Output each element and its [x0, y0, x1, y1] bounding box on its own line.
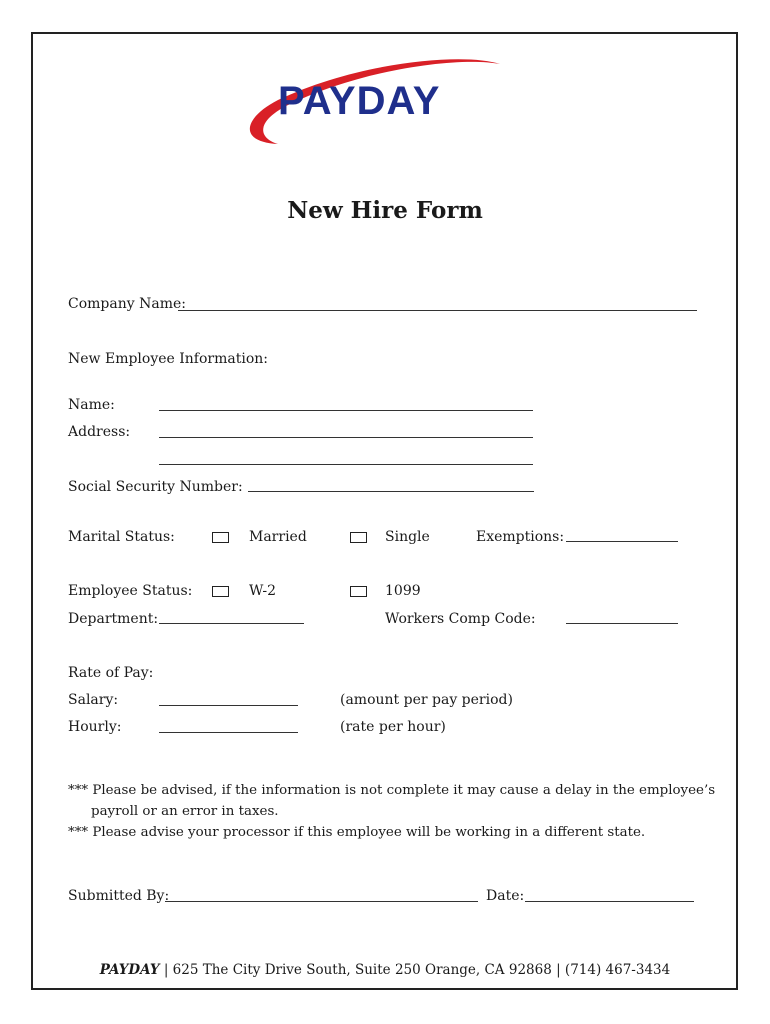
- notice-incomplete-info: *** Please be advised, if the information is not complete it may cause a delay in the employee’s: [68, 783, 716, 798]
- name-label: Name:: [68, 397, 115, 413]
- payday-logo: [238, 52, 508, 148]
- new-employee-info-heading: New Employee Information:: [68, 351, 268, 367]
- form-title: New Hire Form: [287, 197, 483, 224]
- w2-label: W-2: [249, 583, 277, 599]
- workers-comp-label: Workers Comp Code:: [385, 611, 536, 627]
- department-label: Department:: [68, 611, 159, 627]
- date-label: Date:: [486, 888, 525, 904]
- salary-note: (amount per pay period): [340, 692, 513, 708]
- exemptions-label: Exemptions:: [476, 529, 565, 545]
- married-checkbox[interactable]: [212, 532, 229, 543]
- married-label: Married: [249, 529, 307, 545]
- footer-company: PAYDAY: [99, 962, 160, 978]
- hourly-note: (rate per hour): [340, 719, 446, 735]
- hourly-field[interactable]: [159, 732, 298, 733]
- footer: [0, 962, 770, 978]
- address-field-line-2[interactable]: [159, 464, 533, 465]
- submitted-by-field[interactable]: [165, 901, 478, 902]
- ssn-label: Social Security Number:: [68, 479, 243, 495]
- logo-wordmark: PAYDAY: [278, 79, 441, 123]
- submitted-by-label: Submitted By:: [68, 888, 170, 904]
- single-checkbox[interactable]: [350, 532, 367, 543]
- date-field[interactable]: [525, 901, 694, 902]
- exemptions-field[interactable]: [566, 541, 678, 542]
- company-name-label: Company Name:: [68, 296, 186, 312]
- name-field[interactable]: [159, 410, 533, 411]
- w2-checkbox[interactable]: [212, 586, 229, 597]
- single-label: Single: [385, 529, 430, 545]
- workers-comp-field[interactable]: [566, 623, 678, 624]
- 1099-checkbox[interactable]: [350, 586, 367, 597]
- department-field[interactable]: [159, 623, 304, 624]
- rate-of-pay-heading: Rate of Pay:: [68, 665, 154, 681]
- company-name-field[interactable]: [178, 310, 697, 311]
- notice-incomplete-info-cont: payroll or an error in taxes.: [91, 804, 279, 819]
- hourly-label: Hourly:: [68, 719, 122, 735]
- footer-details: | 625 The City Drive South, Suite 250 Orange, CA 92868 | (714) 467-3434: [159, 962, 671, 978]
- address-field-line-1[interactable]: [159, 437, 533, 438]
- salary-label: Salary:: [68, 692, 119, 708]
- marital-status-label: Marital Status:: [68, 529, 175, 545]
- ssn-field[interactable]: [248, 491, 534, 492]
- 1099-label: 1099: [385, 583, 421, 599]
- notice-different-state: *** Please advise your processor if this employee will be working in a different state.: [68, 825, 646, 840]
- address-label: Address:: [68, 424, 131, 440]
- employee-status-label: Employee Status:: [68, 583, 193, 599]
- page-border: [31, 32, 738, 990]
- salary-field[interactable]: [159, 705, 298, 706]
